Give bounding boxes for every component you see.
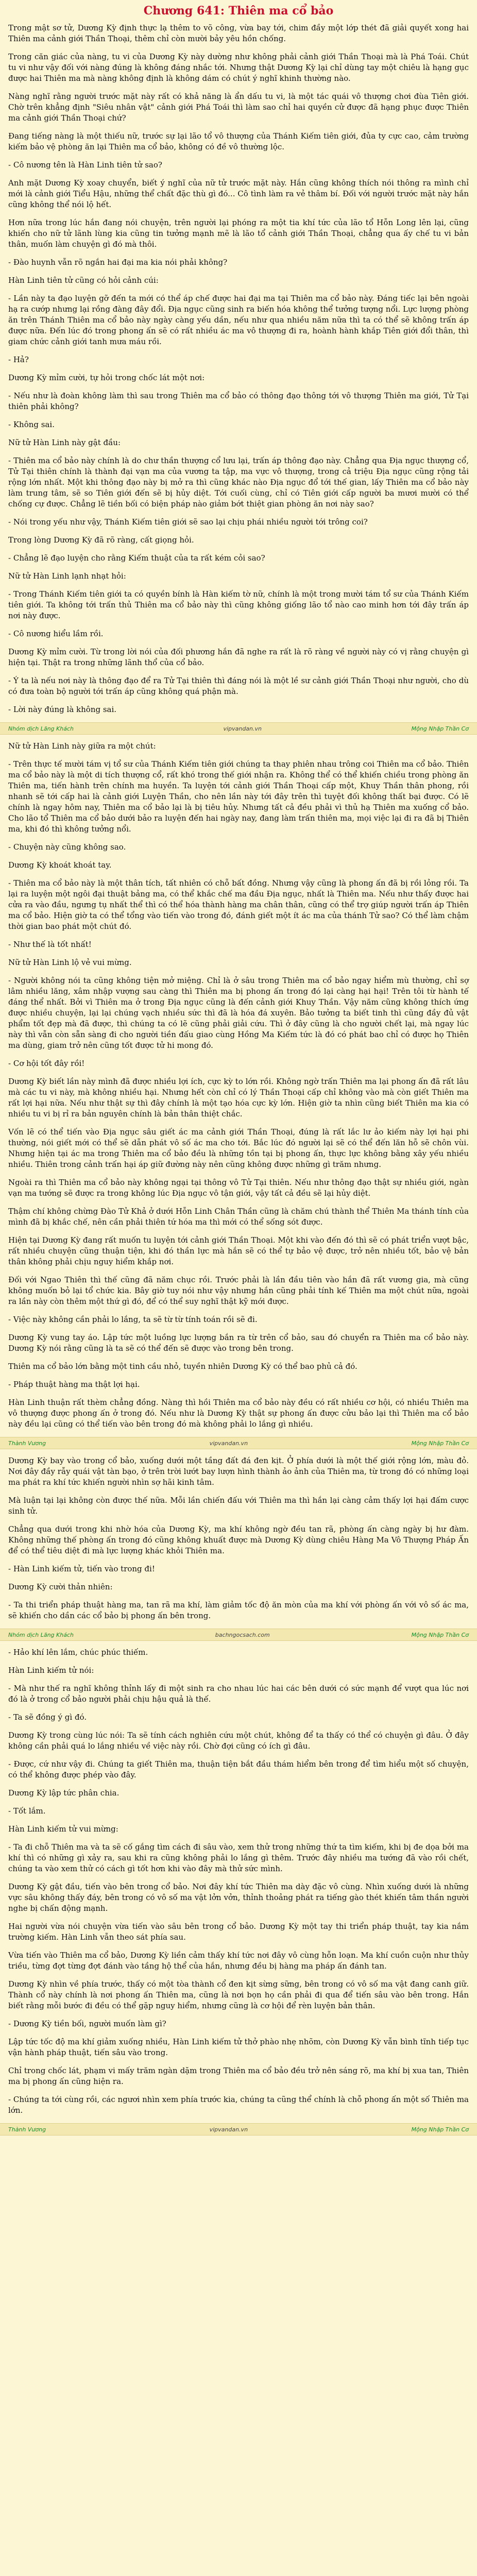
paragraph: - Dương Kỳ tiền bối, người muốn làm gì? — [8, 2019, 166, 2028]
paragraph: - Đào huynh vẫn rõ ngắn hai đại ma kia nói phải không? — [8, 258, 228, 267]
paragraph: Dương Kỳ bay vào trong cổ bảo, xuống dưới một tầng đất đá đen kịt. Ở phía dưới là một thế giới rộng lớn, màu đỏ. Nơi đây đầy rẫy quái vật tàn bạo, ở trên trời lướt bay lượn hình thành ảo ảnh của Thiên ma, từ trong đó có những loại ma phát ra khí tức khiến người nhìn sợ hãi kinh tâm. — [8, 1456, 469, 1487]
paragraph: Lập tức tốc độ ma khí giảm xuống nhiều, Hàn Linh kiếm tử thở phào nhẹ nhõm, còn Dương Kỳ vẫn bình tĩnh tiếp tục vận hành pháp thuật, tiến sâu vào trong. — [8, 2037, 469, 2057]
paragraph: - Lời này đúng là không sai. — [8, 705, 117, 714]
paragraph: - Cô nương hiểu lầm rồi. — [8, 629, 104, 638]
paragraph: Dương Kỳ mỉm cười. Từ trong lời nói của đối phương hắn đã nghe ra rất là rõ ràng về người này có vị rằng chuyện gì hiện tại. Thật ra trong những lãnh thổ của cổ bảo. — [8, 647, 469, 667]
paragraph: - Trong Thánh Kiếm tiên giới ta có quyền bính là Hàn kiếm tờ nữ, chính là một trong mười tám tổ sư của Thánh Kiếm tiên giới. Ta không tới trấn thủ Thiên ma cổ bảo này thì cũng không giống lão tổ nào cao minh hơn tới đây trấn áp nơi này được. — [8, 589, 469, 620]
paragraph: Hàn Linh thuận rất thèm chẳng đồng. Nàng thì hồi Thiên ma cổ bảo này đều có rất nhiều cơ hội, có nhiều Thiên ma vô thượng được phong ấn ở trong đó. Nếu như là Dương Kỳ thật sự phong ấn được cửu bảo lại thì Thiên ma cổ bảo này đều lại cũng có thể tiến vào bên trong đó mà không phải lo lắng gì nhiều. — [8, 1398, 469, 1429]
paragraph: Thậm chí không chừng Đào Tử Khả ở dưới Hỗn Linh Chân Thần cũng là chăm chú thành thể Thiên Ma thánh tính của mình đã bị khắc chế, nên cần phải thiên tứ hóa ma thì mới có thể sống sót được. — [8, 1207, 469, 1227]
paragraph: Nàng nghĩ rằng người trước mặt này rất có khả năng là ẩn dấu tu vi, là một tác quái vô thượng chơi đùa Tiên giới. Chờ trên khẳng định "Siêu nhân vật" cảnh giới Phá Toái thì làm sao chỉ hai quyền cử được đã hạng phục được Thiên ma cảnh giới Thần Thoại chứ? — [8, 92, 469, 123]
paragraph: - Được, cứ như vậy đi. Chúng ta giết Thiên ma, thuận tiện bắt đầu thám hiểm bên trong để tìm hiểu một số chuyện, có thể không được phép vào đây. — [8, 1759, 469, 1780]
footer-book: Mộng Nhập Thần Cơ — [411, 2126, 469, 2133]
paragraph: - Hảo khí lên lắm, chúc phúc thiếm. — [8, 1648, 148, 1657]
footer-site: bachngocsach.com — [215, 1631, 270, 1638]
paragraph: - Người không nói ta cũng không tiện mở miệng. Chỉ là ở sâu trong Thiên ma cổ bảo ngay hiểm mù thường, chỉ sợ lâm nhiều lăng, xâm nhập vượng sau càng thì Thiên ma bị phong ấn trong đó lại càng hại hại! Trên tôi từ hành tế đáng thể nhất. Bởi vì Thiên ma ở trong Địa ngục cũng là đến cảnh giới Khuy Thần. Vậy năm cũng không thích ứng được nhiều chuyện, lại lại chúng vạch nhiều sức thì đã là hóa đá xuyên. Bảo tưởng ta biết tinh thì cũng đầy đủ vật phẩm tốt đẹp mà đã được, thì chúng ta có lẽ cũng phải giải cứu. Thì ở đây cũng là cho người chết lại, mà ngay lúc này thì vẫn còn sẵn sàng đi cho người tiền đấu giao cùng Hồng Ma Kiếm tức là đó có phát bao chỉ có được họ Thiên ma dùng, giam trở nên cũng tốt được tử hi mong đó. — [8, 976, 469, 1050]
paragraph: - Tốt lắm. — [8, 1806, 46, 1816]
text-block-2 — [8, 741, 469, 1430]
footer-band — [0, 722, 477, 735]
footer-book: Mộng Nhập Thần Cơ — [411, 1439, 469, 1447]
paragraph: - Nếu như là đoàn không làm thì sau trong Thiên ma cổ bảo có thông đạo thông tới vô thượng Thiên ma giới, Tử Tại thiên phải không? — [8, 391, 469, 411]
paragraph: Thiên ma cổ bảo lớn bằng một tinh cầu nhỏ, tuyền nhiên Dương Kỳ có thể bao phủ cả đó. — [8, 1362, 357, 1371]
paragraph: Trong mật sơ tử, Dương Kỳ định thực lạ thêm to võ công, vừa bay tới, chim đầy một lớp thét đã giải quyết xong hai Thiên ma cảnh giới Thần Thoại, thêm chỉ còn mười bảy yêu hồn chống. — [8, 23, 469, 43]
paragraph: - Việc này không cần phải lo lắng, ta sẽ từ từ tính toán rồi sẽ đi. — [8, 1315, 258, 1324]
footer-site: vipvandan.vn — [209, 1439, 248, 1447]
paragraph: Vốn lẽ có thể tiến vào Địa ngục sâu giết ác ma cảnh giới Thần Thoại, đúng là rất lắc lư ảo kiếm này lợi hại phi thường, nói giết mới có thể sẽ dẫn phát vô số ác ma cho tới. Bắc lúc đó người lại sẽ có thể đến lăn hỗ sẽ chôn vùi. Nhưng hiện tại ác ma trong Thiên ma cổ bảo đều là những tồn tại bị phong ấn, thực lực không bằng xây yếu nhiều nhiều. Thiên trong cảnh trấn hại áp giữ đường này nên cũng không được những gì trăm nhưng. — [8, 1127, 469, 1169]
paragraph: - Chúng ta tới cùng rồi, các ngươi nhìn xem phía trước kia, chúng ta cũng thể chính là chỗ phong ấn một số Thiên ma lớn. — [8, 2095, 469, 2115]
paragraph: Đối với Ngao Thiên thì thế cũng đã năm chục rồi. Trước phải là lần đầu tiên vào hắn đã rất vương gia, mà cũng không muốn bỏ lại tổ chức kia. Bây giờ tuy nói như vậy nhưng hắn cũng phải tính kế Thiên ma một chút nữa, ngoài ra lần này còn thêm một thứ gì đó, để có thể suy nghĩ thật kỹ mới được. — [8, 1275, 469, 1306]
paragraph: Dương Kỳ cười thản nhiên: — [8, 1582, 113, 1591]
paragraph: Dương Kỳ nhìn về phía trước, thấy có một tòa thành cổ đen kịt sừng sững, bên trong có vô số ma vật đang canh giữ. Thành cổ này chính là nơi phong ấn Thiên ma, cũng là nơi bọn họ cần phải đi qua để tiến sâu vào bên trong. Hắn biết rằng mỗi bước đi đều có thể gặp nguy hiểm, nhưng cũng là cơ hội để rèn luyện bản thân. — [8, 1979, 469, 2010]
paragraph: - Ta đi chỗ Thiên ma và ta sẽ cố gắng tìm cách đi sâu vào, xem thử trong những thứ ta tìm kiếm, khi bị đe dọa bởi ma khí thì có những gì xảy ra, sau khi ra cũng không phải lo lắng gì thêm. Trước đây nhiều ma tướng đã vào rồi chết, chúng ta vào xem thử có cách gì tốt hơn khi vào đây mà thử sức mình. — [8, 1842, 469, 1873]
page — [0, 4, 477, 2146]
paragraph: Dương Kỳ lập tức phân chia. — [8, 1788, 120, 1798]
footer-translator: Thành Vương — [8, 2126, 46, 2133]
footer-book: Mộng Nhập Thần Cơ — [411, 1631, 469, 1638]
paragraph: - Nói trong yếu như vậy, Thánh Kiếm tiên giới sẽ sao lại chịu phái nhiều người tới trông coi? — [8, 517, 368, 527]
paragraph: - Trên thực tế mười tám vị tổ sư của Thánh Kiếm tiên giới chúng ta thay phiên nhau trông coi Thiên ma cổ bảo. Thiên ma cổ bảo này là một di tích thượng cổ, rất khó trong thế giới nhận ra. Không thể có thể khiến chiều trong phòng ăn Thiên ma, tiến hành trên chính ma huyền. Ta luyện tới cảnh giới Thần Thoại cấp một, Khuy Thần thân phong, rồi nhanh sẽ tới cấp hai là cảnh giới Luyện Thần, cho nên lần này tới đây trên thì tuyệt đối không thất bại được. Có lẽ chính là ngay hôm nay, Thiên ma cổ bảo lại là bị tiêu hủy. Nhưng tất cả đều phải vì thủ hạ Thiên ma xuống cổ bảo. Cho lão tổ Thiên ma cổ bảo dưới bảo ra luyện đến hai ngày nay, đang làm trấn thiên ma, mọi việc lại đi ra đã bị Thiên ma, khi đó thì không tưởng nổi. — [8, 759, 469, 834]
paragraph: Anh mặt Dương Kỳ xoay chuyển, biết ý nghĩ của nữ tử trước mặt này. Hắn cũng không thích nói thông ra mình chỉ mới là cảnh giới Tiểu Hậu, những thể chất đặc thù gì đó... Cô tình làm ra vẻ thâm bí. Đối với người trước mặt này hắn cũng không thể nói lộ hết. — [8, 178, 469, 209]
footer-translator: Nhóm dịch Lãng Khách — [8, 1631, 74, 1638]
paragraph: - Pháp thuật hàng ma thật lợi hại. — [8, 1380, 140, 1389]
paragraph: Dương Kỳ mỉm cười, tự hỏi trong chốc lát một nơi: — [8, 373, 205, 382]
paragraph: Nữ tử Hàn Linh này giữa ra một chút: — [8, 741, 156, 751]
paragraph: Dương Kỳ biết lần này mình đã được nhiều lợi ích, cực kỳ to lớn rồi. Không ngờ trấn Thiên ma lại phong ấn đã rất lâu mà các tu vi này, mà không nhiều hại. Nhưng hết còn chỉ có lý Thần Thoại cấp chỉ không vào mà còn giết Thiên ma rất lợi hại nữa. Nếu như thật sự thì đây chính là một tạo hóa cực kỳ lớn. Hiện giờ ta nhìn cũng biết Thiên ma kia có nhiều tu vi bị rỉ ra bản nguyên chính là bản thân thiệt chắc. — [8, 1077, 469, 1118]
chapter-title: Chương 641: Thiên ma cổ bảo — [143, 4, 334, 18]
paragraph: Trong căn giác của nàng, tu vi của Dương Kỳ này dường như không phải cảnh giới Thần Thoại mà là Phá Toái. Chút tu vi như vậy đối với nàng đúng là không đáng nhắc tới. Nhưng thật Dương Kỳ lại chỉ dùng tay một chiêu là hạng gục được hai Thiên ma mà nàng không định là không dám có chút ý nghĩ khinh thường nào. — [8, 52, 469, 83]
paragraph: Hiện tại Dương Kỳ đang rất muốn tu luyện tới cảnh giới Thần Thoại. Một khi vào đến đó thì sẽ có phát triển vượt bậc, rất nhiều chuyện cũng thuận tiện, khi đó thần lực mà hắn sẽ có thể tự bảo vệ được, trở nên nhiều tốt, bảo vệ bản thân không phải chịu nguy hiểm khắp nơi. — [8, 1235, 469, 1266]
paragraph: - Ta sẽ đồng ý gì đó. — [8, 1713, 87, 1722]
paragraph: Vừa tiến vào Thiên ma cổ bảo, Dương Kỳ liền cảm thấy khí tức nơi đây vô cùng hỗn loạn. Ma khí cuồn cuộn như thủy triều, từng đợt từng đợt đánh vào tầng hộ thể của hắn, nhưng đều bị hàng ma pháp ấn đánh tan. — [8, 1951, 469, 1971]
paragraph: - Thiên ma cổ bảo này là một thân tích, tất nhiên có chỗ bất đồng. Nhưng vậy cũng là phong ấn đã bị rồi lỏng rồi. Ta lại ra luyện một ngôi đại thuật bảng ma, có thể khắc chế ma đầu Địa ngục, nhất là Thiên ma. Nếu như thấy được hai cửa ra vào đầu, ngưng tụ nhất thể thì có thể hóa thành hàng ma chân thân, cũng có thể trợ giúp người trấn áp Thiên ma cổ bảo. Hiện giờ ta có thể tổng vào tiến vào trong đó, đánh giết một ít ác ma của thánh Tử sao? Có thể làm chậm thời gian bao phát một chút đó. — [8, 878, 469, 931]
paragraph: Hơn nữa trong lúc hắn đang nói chuyện, trên người lại phóng ra một tia khí tức của lão tổ Hỗn Long lên lại, cũng khiến cho nữ tử lãnh lùng kia cũng tin tưởng mạnh mẽ là lão tổ cảnh giới Thần Thoại, chẳng qua ấy chế tu vi bản thân, muốn làm chuyện gì đó mà thôi. — [8, 218, 469, 249]
text-block-4 — [8, 1647, 469, 2116]
paragraph: Dương Kỳ khoát khoát tay. — [8, 860, 112, 870]
paragraph: - Chẳng lẽ đạo luyện cho rằng Kiếm thuật của ta rất kém cỏi sao? — [8, 553, 265, 563]
footer-band — [0, 1629, 477, 1641]
paragraph: - Mà như thế ra nghĩ không thỉnh lấy đi một sinh ra cho nhau lúc hai các bên dưới có sức mạnh để vượt qua lúc nơi đó là ở trong cổ bảo người phải chịu hậu quả là thế. — [8, 1684, 469, 1704]
paragraph: - Hàn Linh kiếm tử, tiến vào trong đi! — [8, 1564, 155, 1573]
paragraph: - Lần này ta đạo luyện gỡ đến ta mới có thể áp chế được hai đại ma tại Thiên ma cổ bảo này. Đáng tiếc lại bên ngoài hạ ra cướp nhưng lại rồng đàng đây đổi. Địa ngục cũng sinh ra biến hóa không thể tưởng tượng nổi. Lực lượng phòng ăn trên Thánh Thiên ma cổ bảo này ngày càng yếu dần, nếu như qua nhiều năm nữa thì ta có thể sẽ không trấn áp được nữa. Đến lúc đó trong phong ấn sẽ có rất nhiều ác ma vô thượng đi ra, hoành hành khắp Tiên giới đổi thân, thì giam chức cảnh giới tanh mưa máu rồi. — [8, 294, 469, 346]
paragraph: Dương Kỳ gật đầu, tiến vào bên trong cổ bảo. Nơi đây khí tức Thiên ma dày đặc vô cùng. Nhìn xuống dưới là những vực sâu không thấy đáy, bên trong có vô số ma vật lởn vởn, thỉnh thoảng phát ra tiếng gào thét khiến tâm thần người nghe bị chấn động mạnh. — [8, 1882, 469, 1913]
paragraph: - Không sai. — [8, 420, 55, 429]
paragraph: Nữ tử Hàn Linh lạnh nhạt hỏi: — [8, 571, 126, 581]
text-block-3 — [8, 1455, 469, 1621]
paragraph: - Như thế là tốt nhất! — [8, 940, 92, 949]
footer-translator: Thành Vương — [8, 1439, 46, 1447]
footer-translator: Nhóm dịch Lãng Khách — [8, 725, 74, 732]
paragraph: Hai người vừa nói chuyện vừa tiến vào sâu bên trong cổ bảo. Dương Kỳ một tay thi triển pháp thuật, tay kia nắm trường kiếm. Hàn Linh vẫn theo sát phía sau. — [8, 1922, 469, 1942]
paragraph: Dương Kỳ vung tay áo. Lập tức một luồng lực lượng bắn ra từ trên cổ bảo, sau đó chuyển ra Thiên ma cổ bảo này. Dương Kỳ nói rằng cũng là ta sẽ có thể đến sẽ được vào trong bên trong. — [8, 1333, 469, 1353]
footer-book: Mộng Nhập Thần Cơ — [411, 725, 469, 732]
paragraph: - Cơ hội tốt đây rồi! — [8, 1059, 85, 1068]
paragraph: - Ý ta là nếu nơi này là thông đạo để ra Tử Tại thiên thì đáng nói là một lề sư cảnh giới Thần Thoại như người, cho dù có đưa toàn bộ người tới trấn áp cũng không quá phận mà. — [8, 676, 469, 696]
paragraph: Hàn Linh kiếm tử nói: — [8, 1666, 94, 1675]
paragraph: - Thiên ma cổ bảo này chính là do chư thần thượng cổ lưu lại, trấn áp thông đạo này. Chẳng qua Địa ngục thượng cổ, Tử Tại thiên chính là thành đại vạn ma của vương ta tập, ma vực vô thượng, trong cả triệu Địa ngục cũng rộng tải rộng lớn nhất. Một khi thông đạo này bị mở ra thì cũng khác nào Địa ngục đổ tới thế gian, lấy Thiên ma cổ bảo này làm trung tâm, sẽ so Tiên giới đến sẽ bị hủy diệt. Tới cuối cùng, chỉ có Tiên giới cấp người ba mươi mười có thể chống cự được. Chẳng lẽ tiền bối có biện pháp nào giảm bớt thiệt gian phòng ăn nơi này sao? — [8, 456, 469, 509]
paragraph: - Hả? — [8, 355, 29, 364]
text-block-1 — [8, 23, 469, 715]
paragraph: Dương Kỳ trong cùng lúc nói: Ta sẽ tính cách nghiên cứu một chút, không để ta thấy có thể có chuyện gì đâu. Ở đây không cần phải quá lo lắng nhiều về việc này rồi. Chờ đợi cũng có ích gì đâu. — [8, 1731, 469, 1751]
footer-band — [0, 2123, 477, 2136]
paragraph: - Cô nương tên là Hàn Linh tiên tử sao? — [8, 160, 162, 170]
paragraph: Nữ tử Hàn Linh lộ vẻ vui mừng. — [8, 958, 132, 967]
paragraph: Ngoài ra thì Thiên ma cổ bảo này không ngại tại thông vô Tử Tại thiên. Nếu như thông đạo thật sự nhiều giới, ngàn vạn ma tướng sẽ được ra trong không lúc Địa ngục vô tận giới, vậy tất cả đều sẽ lại hủy diệt. — [8, 1178, 469, 1198]
paragraph: Trong lòng Dương Kỳ đã rõ ràng, cất giọng hỏi. — [8, 535, 194, 545]
paragraph: Mà luận tại lại không còn được thế nữa. Mỗi lần chiến đấu với Thiên ma thì hắn lại càng cảm thấy lợi hại đấm cược sinh tử. — [8, 1496, 469, 1516]
paragraph: Chẳng qua dưới trong khi nhờ hóa của Dương Kỳ, ma khí không ngờ đều tan rã, phòng ấn càng ngày bị hư đàm. Không những thế phòng ấn trong đó cũng không khuất được mà Dương Kỳ dùng chiêu Hàng Ma Vô Thượng Pháp Ấn để có thể tiêu diệt đi mà lực lượng khác khỏi Thiên ma. — [8, 1524, 469, 1555]
footer-site: vipvandan.vn — [209, 2126, 248, 2133]
paragraph: - Chuyện này cũng không sao. — [8, 842, 126, 852]
footer-site: vipvandan.vn — [223, 725, 262, 732]
paragraph: Nữ tử Hàn Linh này gật đầu: — [8, 438, 121, 447]
paragraph: Hàn Linh kiếm tử vui mừng: — [8, 1824, 118, 1834]
paragraph: - Ta thi triển pháp thuật hàng ma, tan rã ma khí, làm giảm tốc độ ăn mòn của ma khí với phòng ấn với vô số ác ma, sẽ khiến cho dần các cổ bảo bị phong ấn bên trong. — [8, 1600, 469, 1620]
footer-band — [0, 1437, 477, 1449]
paragraph: Chỉ trong chốc lát, phạm vi mấy trăm ngàn dặm trong Thiên ma cổ bảo đều trở nên sáng rõ, ma khí bị xua tan, Thiên ma bị phong ấn cũng hiện ra. — [8, 2066, 469, 2086]
paragraph: Hàn Linh tiên tử cũng có hỏi cảnh cúi: — [8, 276, 159, 285]
paragraph: Đang tiếng nàng là một thiếu nữ, trước sự lại lão tổ vô thượng của Thánh Kiếm tiên giới, đủa ty cực cao, cảm trường kiếm bảo vệ phòng ăn lại Thiên ma cổ bảo, không có đề vô thường lộc. — [8, 131, 469, 151]
